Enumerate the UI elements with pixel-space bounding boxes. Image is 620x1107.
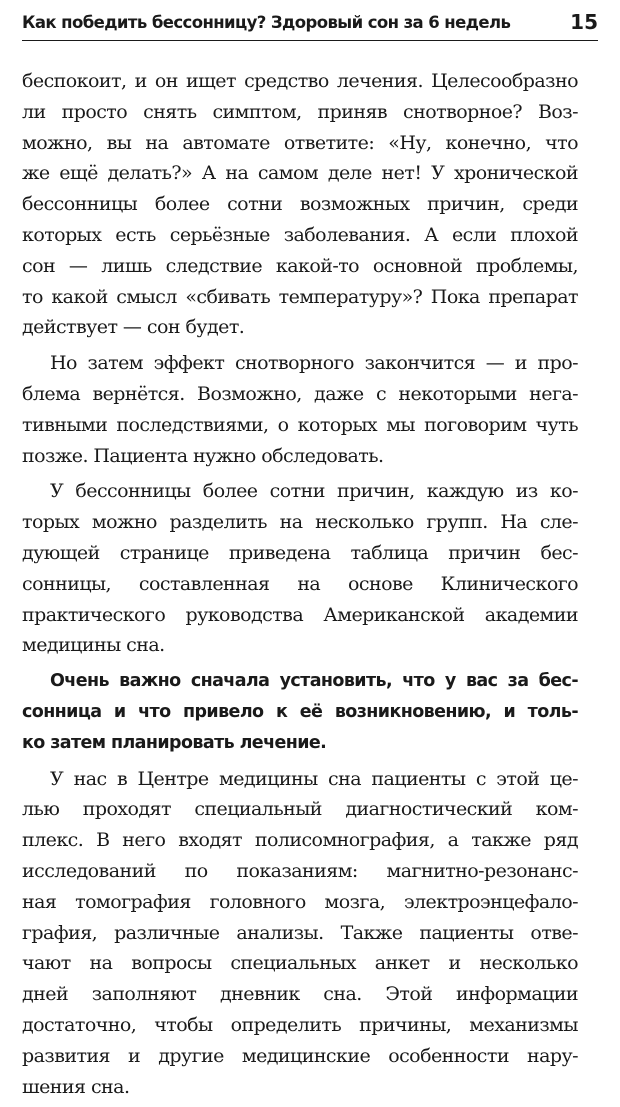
text-line: сонницы, составленная на основе Клинического — [22, 572, 578, 595]
text-line: бессонницы более сотни возможных причин, среди — [22, 193, 578, 216]
body-text — [22, 66, 578, 1107]
text-line: дующей странице приведена таблица причин бес- — [22, 541, 578, 564]
emphasis-paragraph — [22, 666, 578, 758]
text-line: позже. Пациента нужно обследовать. — [22, 444, 384, 467]
text-line: Но затем эффект снотворного закончится — и про- — [50, 352, 578, 375]
text-line: ли просто снять симптом, приняв снотворное? Воз- — [22, 100, 578, 123]
text-line: действует — сон будет. — [22, 316, 245, 339]
text-line: медицины сна. — [22, 634, 165, 657]
paragraph-2 — [22, 348, 578, 471]
text-line: которых есть серьёзные заболевания. А если плохой — [22, 223, 578, 246]
text-line: лью проходят специальный диагностический ком- — [22, 798, 578, 821]
text-line: дней заполняют дневник сна. Этой информации — [22, 983, 578, 1006]
text-line: У бессонницы более сотни причин, каждую из ко- — [50, 480, 578, 503]
text-line: Очень важно сначала установить, что у вас за бес- — [50, 671, 578, 692]
running-header — [22, 10, 598, 41]
text-line: графия, различные анализы. Также пациенты отве- — [22, 921, 578, 944]
text-line: ная томография головного мозга, электроэнцефало- — [22, 890, 578, 913]
text-line: блема вернётся. Возможно, даже с некоторыми нега- — [22, 382, 578, 405]
running-title: Как победить бессонницу? Здоровый сон за 6 недель — [22, 13, 511, 32]
text-line: сон — лишь следствие какой-то основной проблемы, — [22, 254, 578, 277]
text-line: то какой смысл «сбивать температуру»? Пока препарат — [22, 285, 578, 308]
text-line: практического руководства Американской академии — [22, 603, 578, 626]
text-line: плекс. В него входят полисомнография, а также ряд — [22, 829, 578, 852]
text-line: достаточно, чтобы определить причины, механизмы — [22, 1013, 578, 1036]
text-line: торых можно разделить на несколько групп. На сле- — [22, 511, 578, 534]
text-line: беспокоит, и он ищет средство лечения. Целесообразно — [22, 70, 578, 92]
text-line: исследований по показаниям: магнитно-резонанс- — [22, 859, 578, 882]
paragraph-1 — [22, 66, 578, 343]
text-line: развития и другие медицинские особенности нару- — [22, 1044, 578, 1067]
page-number: 15 — [570, 10, 598, 34]
paragraph-3 — [22, 476, 578, 661]
text-line: У нас в Центре медицины сна пациенты с этой це- — [50, 767, 578, 790]
text-line: чают на вопросы специальных анкет и несколько — [22, 952, 578, 975]
text-line: же ещё делать?» А на самом деле нет! У хронической — [22, 162, 578, 185]
text-line: тивными последствиями, о которых мы поговорим чуть — [22, 413, 578, 436]
paragraph-5 — [22, 764, 578, 1103]
text-line: сонница и что привело к её возникновению, и толь- — [22, 701, 578, 722]
text-line: ко затем планировать лечение. — [22, 732, 327, 753]
text-line: шения сна. — [22, 1075, 130, 1098]
text-line: можно, вы на автомате ответите: «Ну, конечно, что — [22, 131, 578, 154]
